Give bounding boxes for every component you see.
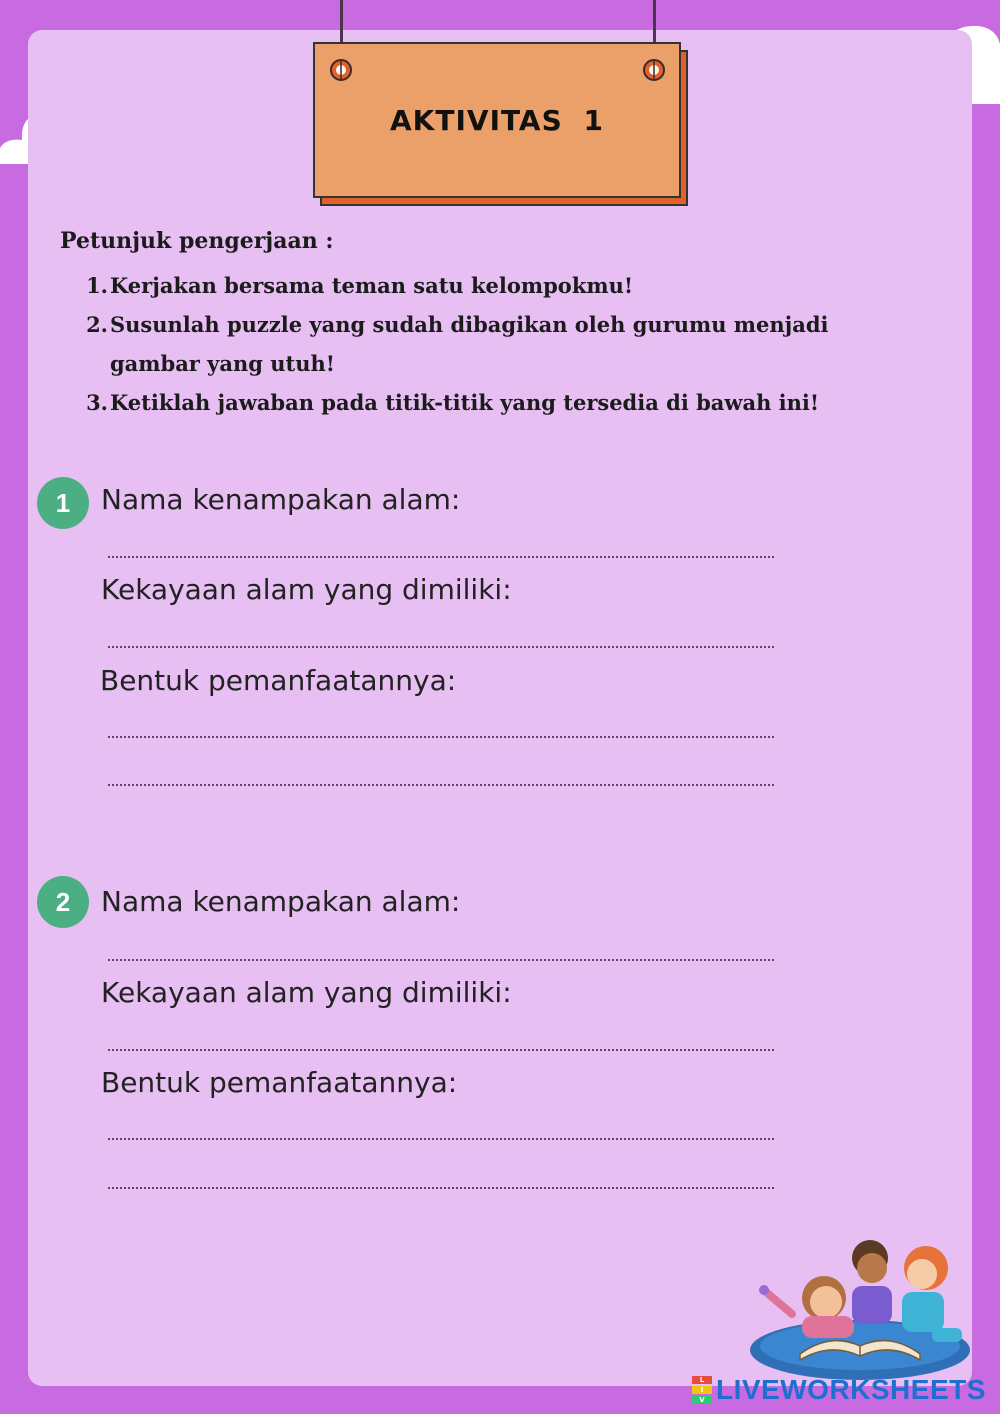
instruction-text: Susunlah puzzle yang sudah dibagikan oleh gurumu menjadi gambar yang utuh! bbox=[110, 312, 829, 376]
instructions-list bbox=[60, 266, 940, 422]
logo-letter: I bbox=[692, 1386, 712, 1394]
answer-line-natural-feature-name[interactable] bbox=[108, 959, 774, 961]
answer-line-natural-feature-name[interactable] bbox=[108, 556, 774, 558]
section-number-badge: 2 bbox=[37, 876, 89, 928]
answer-line-utilization[interactable] bbox=[108, 784, 774, 786]
answer-line-natural-resources[interactable] bbox=[108, 1049, 774, 1051]
answer-line-utilization[interactable] bbox=[108, 736, 774, 738]
section-number-badge: 1 bbox=[37, 477, 89, 529]
instruction-item bbox=[82, 266, 940, 305]
instruction-item bbox=[82, 383, 940, 422]
instruction-number: 1. bbox=[86, 273, 108, 298]
answer-line-utilization[interactable] bbox=[108, 1187, 774, 1189]
instruction-number: 3. bbox=[86, 390, 108, 415]
question-natural-feature-name: Nama kenampakan alam: bbox=[101, 483, 461, 516]
instruction-number: 2. bbox=[86, 312, 108, 337]
question-natural-resources: Kekayaan alam yang dimiliki: bbox=[101, 573, 512, 606]
watermark-text: LIVEWORKSHEETS bbox=[716, 1374, 986, 1405]
instructions-title: Petunjuk pengerjaan : bbox=[60, 228, 334, 254]
liveworksheets-watermark bbox=[692, 1373, 986, 1407]
children-reading-illustration bbox=[746, 1228, 974, 1388]
instruction-item bbox=[82, 305, 940, 383]
liveworksheets-logo-icon bbox=[692, 1375, 712, 1405]
pin-icon bbox=[642, 58, 666, 82]
pin-icon bbox=[329, 58, 353, 82]
instructions-block bbox=[60, 228, 940, 422]
logo-letter: V bbox=[692, 1396, 712, 1404]
answer-line-utilization[interactable] bbox=[108, 1138, 774, 1140]
instruction-text: Kerjakan bersama teman satu kelompokmu! bbox=[110, 273, 634, 298]
logo-letter: L bbox=[692, 1376, 712, 1384]
question-natural-feature-name: Nama kenampakan alam: bbox=[101, 885, 461, 918]
activity-sign bbox=[313, 42, 681, 198]
question-utilization: Bentuk pemanfaatannya: bbox=[101, 1066, 458, 1099]
instruction-text: Ketiklah jawaban pada titik-titik yang tersedia di bawah ini! bbox=[110, 390, 820, 415]
question-utilization: Bentuk pemanfaatannya: bbox=[100, 664, 457, 697]
activity-title: AKTIVITAS 1 bbox=[390, 103, 604, 137]
answer-line-natural-resources[interactable] bbox=[108, 646, 774, 648]
question-natural-resources: Kekayaan alam yang dimiliki: bbox=[101, 976, 512, 1009]
